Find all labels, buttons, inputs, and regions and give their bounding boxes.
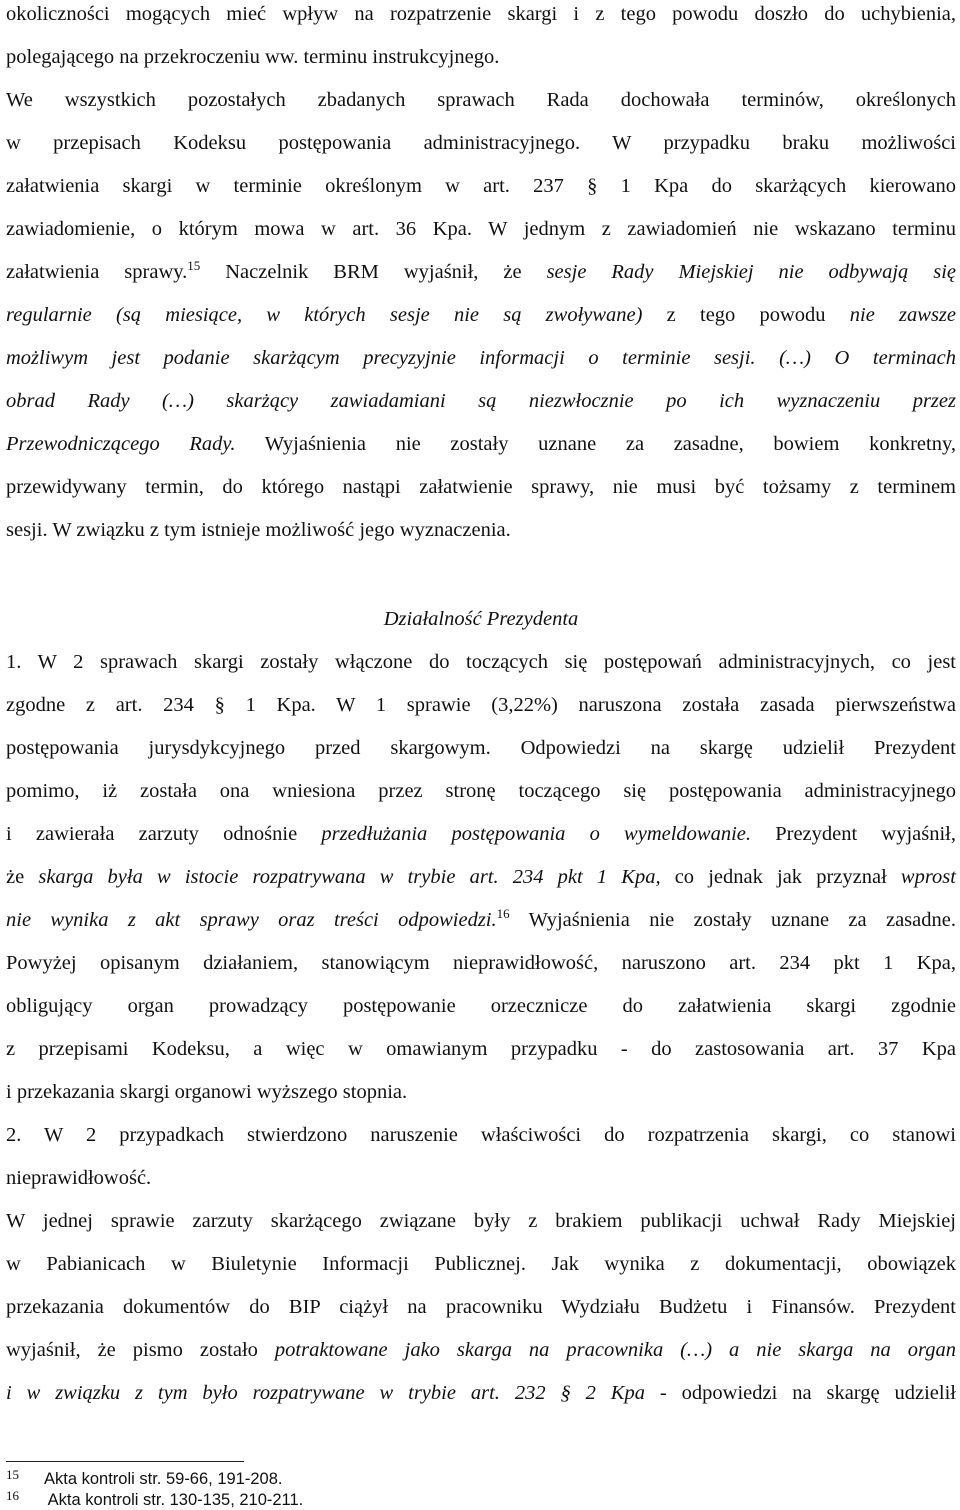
text-line: pomimo, iż została ona wniesiona przez stronę toczącego się postępowania administracyjnego xyxy=(6,780,956,802)
text-line: W jednej sprawie zarzuty skarżącego związane były z brakiem publikacji uchwał Rady Miejskiej xyxy=(6,1210,956,1232)
text-line: okoliczności mogących mieć wpływ na rozpatrzenie skargi i z tego powodu doszło do uchybienia, xyxy=(6,3,956,25)
text-line: przekazania dokumentów do BIP ciążył na pracowniku Wydziału Budżetu i Finansów. Prezydent xyxy=(6,1296,956,1318)
text-line: polegającego na przekroczeniu ww. terminu instrukcyjnego. xyxy=(6,46,500,68)
footnote-text: Akta kontroli str. 130-135, 210-211. xyxy=(44,1491,304,1509)
text-segment: - odpowiedzi na skargę udzielił xyxy=(645,1382,956,1404)
text-segment: Wyjaśnienia nie zostały uznane za zasadne, bowiem konkretny, xyxy=(235,433,956,455)
quote-italic: regularnie (są miesiące, w których sesje nie są zwoływane) xyxy=(6,304,643,326)
quote-italic: nie zawsze xyxy=(849,304,956,326)
text-line: We wszystkich pozostałych zbadanych sprawach Rada dochowała terminów, określonych xyxy=(6,89,956,111)
quote-italic: skarga była w istocie rozpatrywana w trybie art. 234 pkt 1 Kpa, xyxy=(38,866,661,888)
footnote-text: Akta kontroli str. 59-66, 191-208. xyxy=(44,1470,283,1488)
quote-italic: przedłużania postępowania o wymeldowanie. xyxy=(321,823,752,845)
text-line: przewidywany termin, do którego nastąpi załatwienie sprawy, nie musi być tożsamy z terminem xyxy=(6,476,956,498)
footnote-separator xyxy=(6,1461,244,1462)
text-segment: załatwienia sprawy. xyxy=(6,261,188,283)
footnote-16 xyxy=(6,1486,304,1509)
quote-italic: sesje Rady Miejskiej nie odbywają się xyxy=(546,261,956,283)
footnote-ref: 16 xyxy=(496,906,510,921)
text-segment: Naczelnik BRM wyjaśnił, że xyxy=(200,261,547,283)
quote-italic: wprost xyxy=(900,866,956,888)
quote-italic: możliwym jest podanie skarżącym precyzyjnie informacji o terminie sesji. (…) O terminach xyxy=(6,347,956,369)
text-segment: Prezydent wyjaśnił, xyxy=(751,823,956,845)
text-segment: i zawierała zarzuty odnośnie xyxy=(6,823,322,845)
quote-italic: potraktowane jako skarga na pracownika (…) a nie skarga na organ xyxy=(274,1339,957,1361)
text-line xyxy=(6,898,956,942)
text-line xyxy=(6,1371,956,1415)
text-line: Powyżej opisanym działaniem, stanowiącym nieprawidłowość, naruszono art. 234 pkt 1 Kpa, xyxy=(6,952,956,974)
quote-italic: nie wynika z akt sprawy oraz treści odpowiedzi. xyxy=(6,909,497,931)
text-line: w Pabianicach w Biuletynie Informacji Publicznej. Jak wynika z dokumentacji, obowiązek xyxy=(6,1253,956,1275)
text-line: obligujący organ prowadzący postępowanie orzecznicze do załatwienia skargi zgodnie xyxy=(6,995,956,1017)
text-line: w przepisach Kodeksu postępowania administracyjnego. W przypadku braku możliwości xyxy=(6,132,956,154)
text-line: załatwienia skargi w terminie określonym w art. 237 § 1 Kpa do skarżących kierowano xyxy=(6,175,956,197)
section-heading: Działalność Prezydenta xyxy=(383,608,579,630)
text-line xyxy=(6,1328,956,1372)
footnote-number: 15 xyxy=(6,1467,19,1482)
text-line: postępowania jurysdykcyjnego przed skargowym. Odpowiedzi na skargę udzielił Prezydent xyxy=(6,737,956,759)
text-segment: wyjaśnił, że pismo zostało xyxy=(6,1339,275,1361)
text-line xyxy=(6,293,956,337)
text-segment: z tego powodu xyxy=(642,304,850,326)
quote-italic: i w związku z tym było rozpatrywane w trybie art. 232 § 2 Kpa xyxy=(6,1382,645,1404)
quote-italic: obrad Rady (…) skarżący zawiadamiani są niezwłocznie po ich wyznaczeniu przez xyxy=(6,390,956,412)
text-line xyxy=(6,336,956,380)
text-line: 2. W 2 przypadkach stwierdzono naruszenie właściwości do rozpatrzenia skargi, co stanowi xyxy=(6,1124,956,1146)
text-line xyxy=(6,250,956,294)
text-line: z przepisami Kodeksu, a więc w omawianym przypadku - do zastosowania art. 37 Kpa xyxy=(6,1038,956,1060)
text-line: 1. W 2 sprawach skargi zostały włączone do toczących się postępowań administracyjnych, co jest xyxy=(6,651,956,673)
text-line: i przekazania skargi organowi wyższego stopnia. xyxy=(6,1081,408,1103)
footnote-number: 16 xyxy=(6,1488,19,1503)
text-line xyxy=(6,379,956,423)
text-line: zawiadomienie, o którym mowa w art. 36 Kpa. W jednym z zawiadomień nie wskazano terminu xyxy=(6,218,956,240)
text-segment: co jednak jak przyznał xyxy=(660,866,901,888)
footnote-15 xyxy=(6,1465,283,1488)
text-line xyxy=(6,812,956,856)
text-line: zgodne z art. 234 § 1 Kpa. W 1 sprawie (3,22%) naruszona została zasada pierwszeństwa xyxy=(6,694,956,716)
quote-italic: Przewodniczącego Rady. xyxy=(6,433,236,455)
text-line: nieprawidłowość. xyxy=(6,1167,152,1189)
text-segment: Wyjaśnienia nie zostały uznane za zasadne. xyxy=(509,909,956,931)
footnote-ref: 15 xyxy=(187,258,201,273)
text-line xyxy=(6,422,956,466)
text-line xyxy=(6,855,956,899)
text-line: sesji. W związku z tym istnieje możliwość jego wyznaczenia. xyxy=(6,519,511,541)
text-segment: że xyxy=(6,866,39,888)
